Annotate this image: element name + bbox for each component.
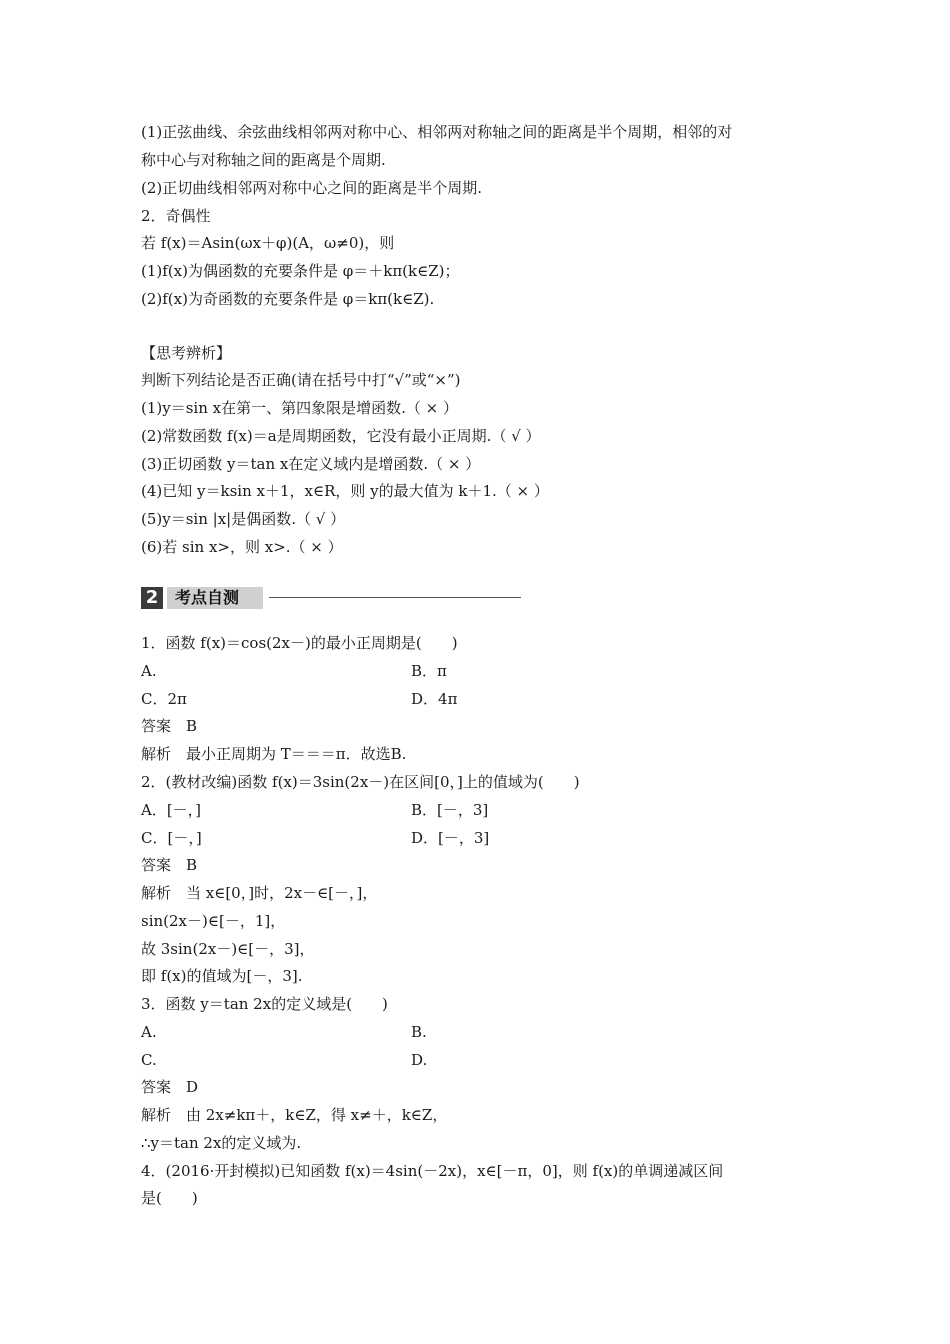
text-line: (1)正弦曲线、余弦曲线相邻两对称中心、相邻两对称轴之间的距离是半个周期，相邻的对: [141, 123, 733, 141]
judgement-item: (5)y＝sin |x|是偶函数.（ √ ）: [141, 510, 346, 528]
answer: 答案 B: [141, 856, 198, 874]
analysis: 即 f(x)的值域为[－，3].: [141, 967, 303, 985]
section-header: [141, 585, 521, 611]
analysis: 解析 当 x∈[0，]时，2x－∈[－，]，: [141, 884, 378, 902]
judgement-item: (6)若 sin x>，则 x>.（ × ）: [141, 538, 343, 556]
section-divider: [269, 597, 521, 598]
judgement-item: (1)y＝sin x在第一、第四象限是增函数.（ × ）: [141, 399, 458, 417]
option-b: B.: [411, 1023, 427, 1041]
text-line: (1)f(x)为偶函数的充要条件是 φ＝＋kπ(k∈Z)；: [141, 262, 460, 280]
analysis: 故 3sin(2x－)∈[－，3]，: [141, 940, 315, 958]
text-line: 称中心与对称轴之间的距离是个周期.: [141, 151, 386, 169]
subheading: 2．奇偶性: [141, 207, 211, 225]
option-c: C．[－，]: [141, 829, 202, 847]
question-stem: 是( ): [141, 1189, 198, 1207]
option-b: B．[－，3]: [411, 801, 489, 819]
option-a: A.: [141, 662, 157, 680]
option-c: C.: [141, 1051, 157, 1069]
question-stem: 1．函数 f(x)＝cos(2x－)的最小正周期是( ): [141, 634, 458, 652]
judgement-item: (3)正切函数 y＝tan x在定义域内是增函数.（ × ）: [141, 455, 481, 473]
question-stem: 3．函数 y＝tan 2x的定义域是( ): [141, 995, 388, 1013]
option-d: D．4π: [411, 690, 458, 708]
analysis: 解析 由 2x≠kπ＋，k∈Z，得 x≠＋，k∈Z，: [141, 1106, 448, 1124]
question-stem: 4．(2016·开封模拟)已知函数 f(x)＝4sin(－2x)，x∈[－π，0]，则 f(x)的单调递减区间: [141, 1162, 724, 1180]
answer: 答案 B: [141, 717, 198, 735]
text-line: 若 f(x)＝Asin(ωx＋φ)(A，ω≠0)，则: [141, 234, 395, 252]
text-line: (2)f(x)为奇函数的充要条件是 φ＝kπ(k∈Z).: [141, 290, 435, 308]
option-a: A.: [141, 1023, 157, 1041]
answer: 答案 D: [141, 1078, 199, 1096]
analysis: 解析 最小正周期为 T＝＝＝π．故选B.: [141, 745, 407, 763]
text-line: 判断下列结论是否正确(请在括号中打“√”或“×”): [141, 371, 461, 389]
judgement-item: (2)常数函数 f(x)＝a是周期函数，它没有最小正周期.（ √ ）: [141, 427, 541, 445]
section-number: 2: [141, 587, 163, 609]
analysis: ∴y＝tan 2x的定义域为.: [141, 1134, 302, 1152]
option-d: D．[－，3]: [411, 829, 490, 847]
text-line: (2)正切曲线相邻两对称中心之间的距离是半个周期.: [141, 179, 483, 197]
question-stem: 2．(教材改编)函数 f(x)＝3sin(2x－)在区间[0，]上的值域为( ): [141, 773, 580, 791]
option-d: D.: [411, 1051, 428, 1069]
option-b: B．π: [411, 662, 447, 680]
analysis: sin(2x－)∈[－，1]，: [141, 912, 286, 930]
think-heading: 【思考辨析】: [141, 344, 232, 362]
option-a: A．[－，]: [141, 801, 202, 819]
option-c: C．2π: [141, 690, 187, 708]
judgement-item: (4)已知 y＝ksin x＋1，x∈R，则 y的最大值为 k＋1.（ × ）: [141, 482, 549, 500]
section-title: 考点自测: [167, 587, 263, 609]
